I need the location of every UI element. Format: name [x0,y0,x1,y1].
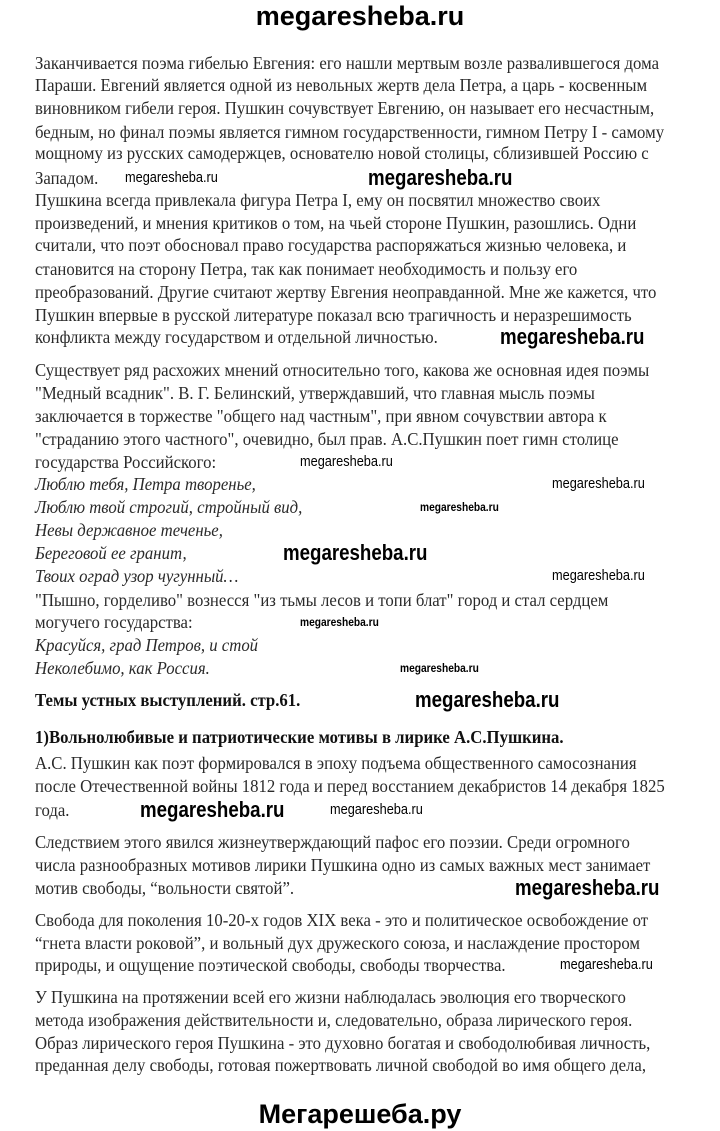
watermark: megaresheba.ru [368,165,513,190]
poem-line: Твоих оград узор чугунный… [35,566,239,586]
text-line: государства Российского: [35,452,217,472]
heading-line: 1)Вольнолюбивые и патриотические мотивы в лирике А.С.Пушкина. [35,727,564,747]
watermark: megaresheba.ru [415,687,560,712]
poem-line: Неколебимо, как Россия. [35,658,210,678]
text-line: Свобода для поколения 10-20-х годов XIX века - это и политическое освобождение от [35,910,649,930]
text-line: Пушкин впервые в русской литературе показал всю трагичность и неразрешимость [35,305,632,325]
watermark: megaresheba.ru [283,540,428,565]
text-line: А.С. Пушкин как поэт формировался в эпоху подъема общественного самосознания [35,753,637,773]
text-line: заключается в торжестве "общего над частным", при явном сочувствии автора к [35,406,607,426]
watermark: megaresheba.ru [330,801,423,818]
poem-line: Люблю тебя, Петра творенье, [35,474,256,494]
text-line: метода изображения действительности и, следовательно, образа лирического героя. [35,1010,633,1030]
watermark: megaresheba.ru [552,567,645,584]
watermark: megaresheba.ru [125,169,218,186]
text-line: преобразований. Другие считают жертву Евгения неоправданной. Мне же кажется, что [35,282,657,302]
text-line: числа разнообразных мотивов лирики Пушкина одно из самых важных мест занимает [35,855,651,875]
text-line: бедным, но финал поэмы является гимном государственности, гимном Петру I - самому [35,122,665,142]
site-footer: Мегарешеба.ру [258,1099,462,1129]
poem-line: Люблю твой строгий, стройный вид, [35,497,303,517]
text-line: "Пышно, горделиво" вознесся "из тьмы лесов и топи блат" город и стал сердцем [35,590,609,610]
watermark: megaresheba.ru [300,453,393,470]
text-line: преданная делу свободы, готовая пожертвовать личной свободой во имя общего дела, [35,1055,647,1075]
text-line: Пушкина всегда привлекала фигура Петра I, ему он посвятил множество своих [35,190,601,210]
text-line: виновником гибели героя. Пушкин сочувствует Евгению, он называет его несчастным, [35,98,655,118]
text-line: года. [35,800,70,820]
site-header: megaresheba.ru [255,1,465,31]
watermark: megaresheba.ru [420,500,499,514]
text-line: мотив свободы, “вольности святой”. [35,878,295,898]
watermark: megaresheba.ru [500,324,645,349]
poem-line: Невы державное теченье, [35,520,223,540]
watermark: megaresheba.ru [515,875,660,900]
text-line: "страданию этого частного", очевидно, был прав. А.С.Пушкин поет гимн столице [35,429,619,449]
text-line: природы, и ощущение поэтической свободы, свободы творчества. [35,955,506,975]
text-line: конфликта между государством и отдельной личностью. [35,327,438,347]
text-line: У Пушкина на протяжении всей его жизни наблюдалась эволюция его творческого [35,987,626,1007]
text-line: Заканчивается поэма гибелью Евгения: его нашли мертвым возле развалившегося дома [35,53,660,73]
watermark: megaresheba.ru [560,956,653,973]
text-line: становится на сторону Петра, так как понимает необходимость и пользу его [35,259,578,279]
watermark: megaresheba.ru [552,475,645,492]
text-line: Следствием этого явился жизнеутверждающий пафос его поэзии. Среди огромного [35,832,630,852]
watermark: megaresheba.ru [140,797,285,822]
text-line: "Медный всадник". В. Г. Белинский, утверждавший, что главная мысль поэмы [35,383,595,403]
text-line: произведений, и мнения критиков о том, на чьей стороне Пушкин, разошлись. Одни [35,213,637,233]
text-line: Западом. [35,168,99,188]
watermark: megaresheba.ru [300,615,379,629]
watermark: megaresheba.ru [400,661,479,675]
text-line: считали, что поэт обосновал право государства распоряжаться жизнью человека, и [35,235,627,255]
text-line: Существует ряд расхожих мнений относительно того, какова же основная идея поэмы [35,360,650,380]
text-line: Образ лирического героя Пушкина - это духовно богатая и свободолюбивая личность, [35,1033,651,1053]
text-line: могучего государства: [35,612,193,632]
text-line: “гнета власти роковой”, и вольный дух дружеского союза, и наслаждение простором [35,933,640,953]
heading-line: Темы устных выступлений. стр.61. [35,690,301,710]
text-line: Параши. Евгений является одной из невольных жертв дела Петра, а царь - косвенным [35,75,648,95]
text-line: после Отечественной войны 1812 года и перед восстанием декабристов 14 декабря 1825 [35,776,665,796]
poem-line: Береговой ее гранит, [35,543,187,563]
poem-line: Красуйся, град Петров, и стой [35,635,259,655]
text-line: мощному из русских самодержцев, основателю новой столицы, сблизившей Россию с [35,143,649,163]
